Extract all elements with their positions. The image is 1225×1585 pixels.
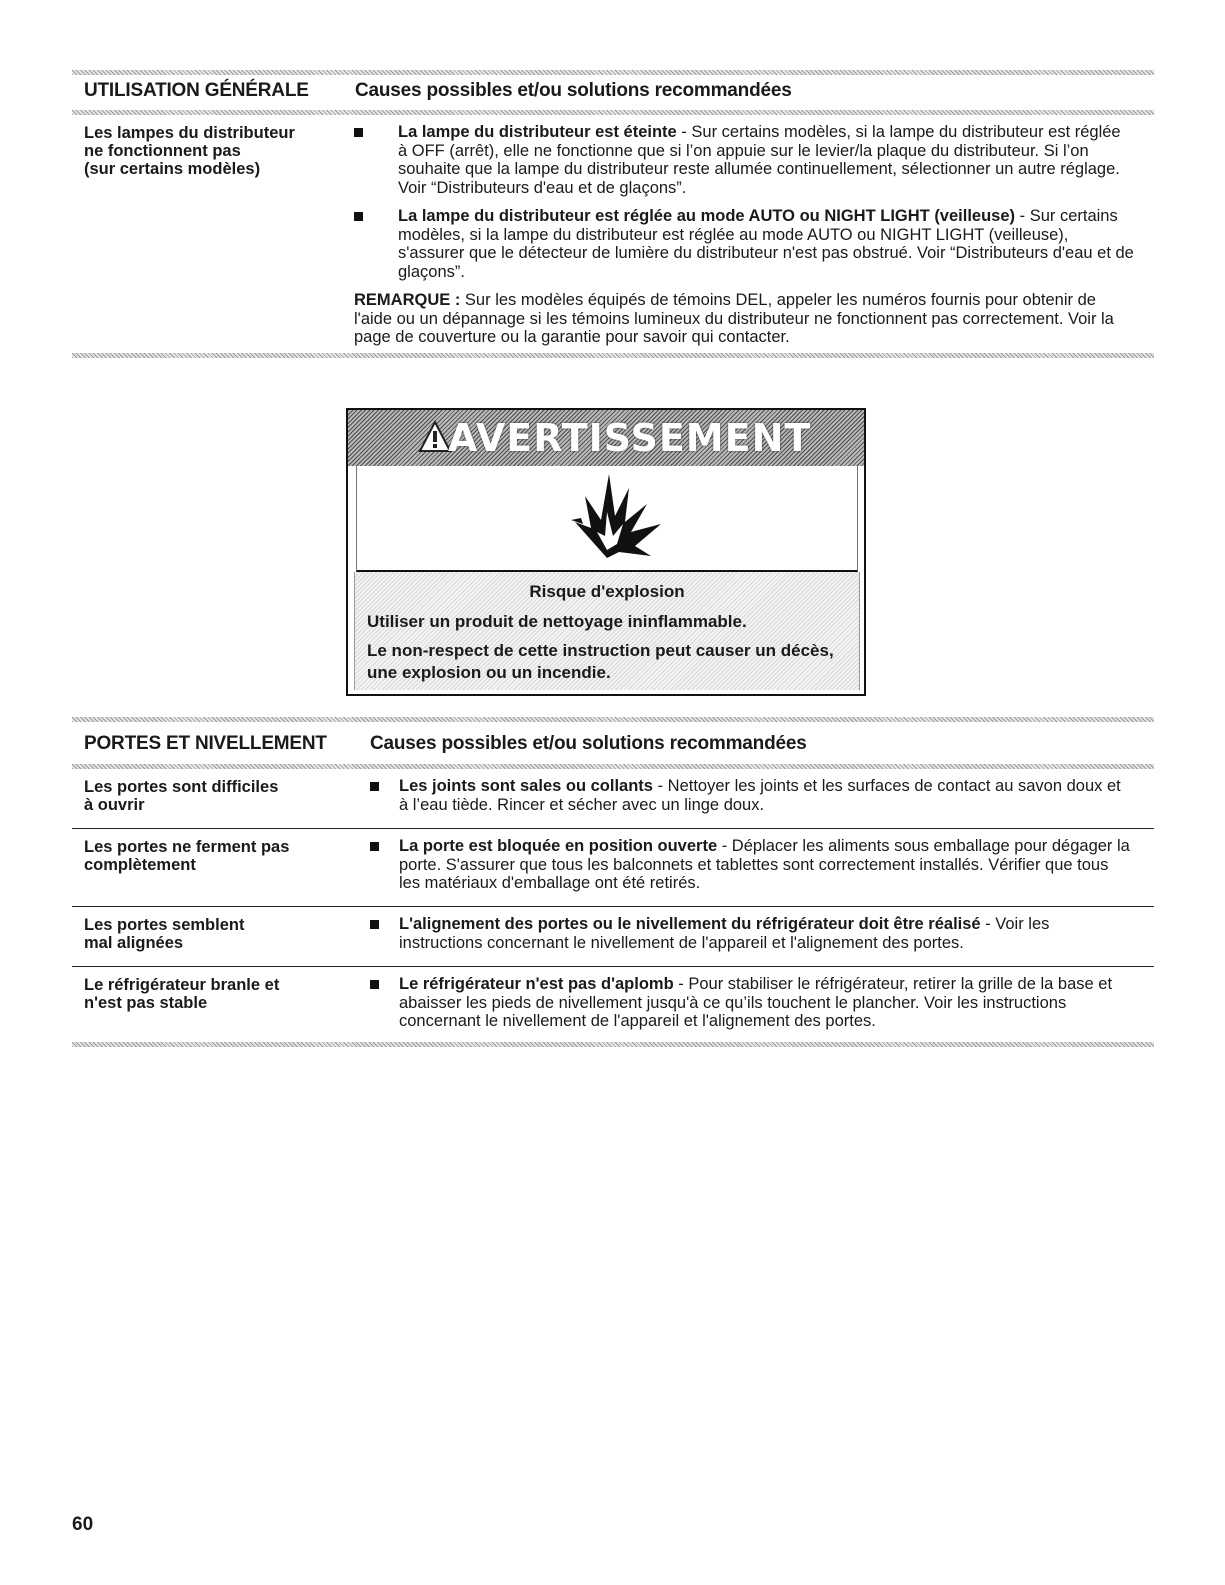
note-text: Sur les modèles équipés de témoins DEL, appeler les numéros fournis pour obtenir de l'aide ou un dépannage si les témoins lumineux du distributeur ne fonctionnent pas correctement. Voir la page de couverture ou la garantie pour savoir qui contacter. [354, 291, 1114, 346]
warning-pictogram [356, 466, 858, 572]
solutions-fridge-unstable [370, 975, 1130, 1041]
problem-doors-not-closing: Les portes ne ferment pas complètement [84, 838, 290, 874]
solution-item [370, 777, 1130, 814]
section2-top-band [72, 717, 1154, 722]
page-number: 60 [72, 1514, 94, 1535]
bullet-icon [370, 782, 379, 791]
solution-text: - Voir les instructions concernant le nivellement de l'appareil et l'alignement des portes. [399, 915, 1050, 952]
solution-item [370, 915, 1130, 952]
problem-doors-misaligned: Les portes semblent mal alignées [84, 916, 245, 952]
solution-text: - Nettoyer les joints et les surfaces de contact au savon doux et à l’eau tiède. Rincer et sécher avec un linge doux. [399, 777, 1121, 814]
warning-instruction: Utiliser un produit de nettoyage ininflammable. [367, 612, 747, 631]
solutions-doors-not-closing [370, 837, 1130, 903]
solution-text: - Déplacer les aliments sous emballage pour dégager la porte. S'assurer que tous les balconnets et tablettes sont correctement installés. Vérifier que tous les matériaux d'emballage ont été retirés. [399, 837, 1130, 892]
solution-item [354, 207, 1134, 281]
solution-text: - Pour stabiliser le réfrigérateur, retirer la grille de la base et abaisser les pieds de nivellement jusqu'à ce qu’ils touchent le plancher. Voir les instructions concernant le nivellement de l'appareil et l'alignement des portes. [399, 975, 1113, 1030]
row-divider [72, 828, 1154, 829]
bullet-icon [370, 980, 379, 989]
section2-header-band [72, 764, 1154, 769]
solution-title: Le réfrigérateur n'est pas d'aplomb [399, 975, 674, 993]
causes-header: Causes possibles et/ou solutions recommandées [355, 80, 792, 101]
solution-text: - Sur certains modèles, si la lampe du distributeur est réglée au mode AUTO ou NIGHT LIGHT (veilleuse), s'assurer que le détecteur de lumière du distributeur n'est pas obstrué. Voir “Distributeurs d'eau et de glaçons”. [398, 207, 1134, 281]
causes-header: Causes possibles et/ou solutions recommandées [370, 733, 807, 754]
row-divider [72, 906, 1154, 907]
warning-box [346, 408, 866, 696]
section2-end-band [72, 1042, 1154, 1047]
solution-title: La lampe du distributeur est réglée au mode AUTO ou NIGHT LIGHT (veilleuse) [398, 207, 1016, 225]
warning-triangle-icon [418, 420, 452, 454]
section-title-general-use: UTILISATION GÉNÉRALE [84, 80, 309, 101]
warning-title: AVERTISSEMENT [448, 416, 812, 460]
section-end-band [72, 353, 1154, 358]
top-band [72, 70, 1154, 75]
row-divider [72, 966, 1154, 967]
warning-header [348, 410, 864, 466]
solution-item [354, 123, 1134, 197]
bullet-icon [354, 128, 363, 137]
warning-body [354, 572, 860, 690]
solution-item [370, 975, 1130, 1031]
solutions-doors-hard-open [370, 777, 1130, 824]
solution-title: La porte est bloquée en position ouverte [399, 837, 718, 855]
problem-dispenser-lamps: Les lampes du distributeur ne fonctionnent pas (sur certains modèles) [84, 124, 295, 178]
explosion-icon [357, 466, 857, 570]
section-title-doors-leveling: PORTES ET NIVELLEMENT [84, 733, 327, 754]
header-band [72, 110, 1154, 115]
solution-item [370, 837, 1130, 893]
warning-consequence: Le non-respect de cette instruction peut causer un décès, une explosion ou un incendie. [367, 641, 834, 682]
bullet-icon [354, 212, 363, 221]
problem-doors-hard-open: Les portes sont difficiles à ouvrir [84, 778, 279, 814]
warning-risk: Risque d'explosion [529, 582, 685, 601]
solution-title: L'alignement des portes ou le nivellement du réfrigérateur doit être réalisé [399, 915, 981, 933]
bullet-icon [370, 842, 379, 851]
note-label: REMARQUE : [354, 291, 461, 309]
solutions-doors-misaligned [370, 915, 1130, 962]
note [354, 291, 1134, 347]
solutions-dispenser-lamps [354, 123, 1134, 347]
solution-text: - Sur certains modèles, si la lampe du distributeur est réglée à OFF (arrêt), elle ne fonctionne que si l’on appuie sur le levier/la plaque du distributeur. Si l’on souhaite que la lampe du distributeur reste allumée continuellement, sélectionner un autre réglage. Voir “Distributeurs d'eau et de glaçons”. [398, 123, 1121, 197]
bullet-icon [370, 920, 379, 929]
problem-fridge-unstable: Le réfrigérateur branle et n'est pas stable [84, 976, 280, 1012]
solution-title: La lampe du distributeur est éteinte [398, 123, 677, 141]
solution-title: Les joints sont sales ou collants [399, 777, 653, 795]
